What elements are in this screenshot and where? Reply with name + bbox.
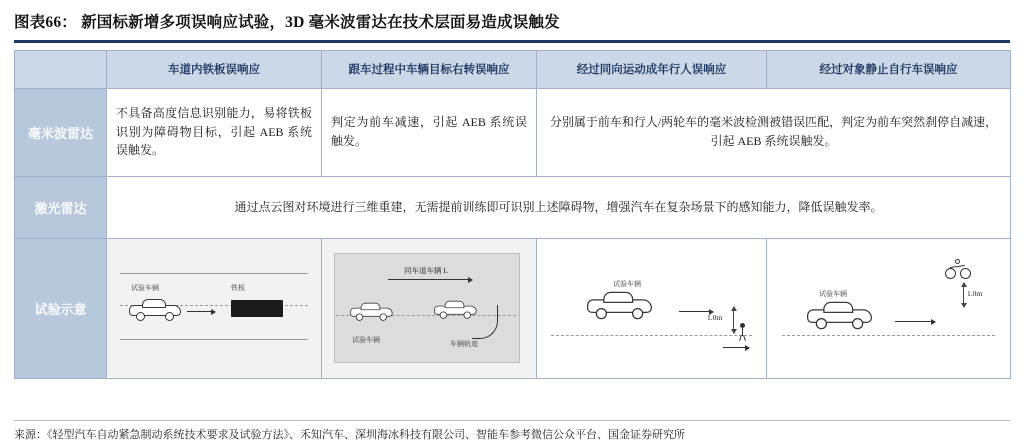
distance-dimension-icon <box>733 307 734 333</box>
label-lateral-distance: 1.0m <box>967 289 983 298</box>
scene-background <box>767 239 1010 377</box>
cell-diagram-right-turn <box>322 238 537 378</box>
pedestrian-icon <box>737 323 747 341</box>
label-test-vehicle: 试验车辆 <box>131 284 159 292</box>
lane-line-bottom <box>120 339 308 340</box>
label-test-vehicle: 试验车辆 <box>352 336 380 344</box>
table-row <box>15 88 1011 176</box>
row-header-lidar: 激光雷达 <box>15 176 107 238</box>
motion-arrow-icon <box>187 311 215 312</box>
table-corner-cell <box>15 50 107 88</box>
diagram-bicycle <box>767 239 1010 377</box>
vehicle-icon-ego <box>350 303 393 320</box>
label-lateral-distance: 1.0m <box>707 313 723 322</box>
distance-arrow-icon <box>388 279 472 280</box>
column-header-bicycle: 经过对象静止自行车误响应 <box>767 50 1011 88</box>
label-test-vehicle: 试验车辆 <box>613 280 641 288</box>
label-vehicle-track: 车辆轨迹 <box>450 340 478 348</box>
page-title: 图表66： 新国标新增多项误响应试验，3D 毫米波雷达在技术层面易造成误触发 <box>14 14 560 31</box>
cell-lidar-description: 通过点云图对环境进行三维重建，无需提前训练即可识别上述障碍物，增强汽车在复杂场景下的感知能力，降低误触发率。 <box>107 176 1011 238</box>
column-header-right-turn: 跟车过程中车辆目标右转误响应 <box>322 50 537 88</box>
title-divider <box>14 40 1010 43</box>
cell-mmwave-iron-plate: 不具备高度信息识别能力，易将铁板识别为障碍物目标，引起 AEB 系统误触发。 <box>107 88 322 176</box>
comparison-table <box>14 50 1011 379</box>
vehicle-icon <box>807 302 872 328</box>
bicycle-icon <box>945 263 971 279</box>
column-header-iron-plate: 车道内铁板误响应 <box>107 50 322 88</box>
table-header-row <box>15 50 1011 88</box>
row-header-mmwave-radar: 毫米波雷达 <box>15 88 107 176</box>
column-header-pedestrian: 经过同向运动成年行人误响应 <box>537 50 767 88</box>
pedestrian-motion-arrow-icon <box>723 347 749 348</box>
figure-title-row <box>0 0 1024 38</box>
source-note: 来源：《轻型汽车自动紧急制动系统技术要求及试验方法》、禾知汽车、深圳海冰科技有限公司、智能车参考微信公众平台、国金证券研究所 <box>14 420 1010 442</box>
diagram-right-turn <box>322 239 536 377</box>
cell-mmwave-right-turn: 判定为前车减速，引起 AEB 系统误触发。 <box>322 88 537 176</box>
vehicle-icon <box>129 299 181 320</box>
cell-mmwave-pedestrian-bicycle: 分别属于前车和行人/两轮车的毫米波检测被错误匹配，判定为前车突然刹停自减速，引起 AEB 系统误触发。 <box>537 88 1011 176</box>
motion-arrow-icon <box>895 321 935 322</box>
table-row <box>15 238 1011 378</box>
diagram-iron-plate <box>107 239 321 377</box>
table-row <box>15 176 1011 238</box>
row-header-test-diagram: 试验示意 <box>15 238 107 378</box>
lane-line-top <box>120 273 308 274</box>
distance-dimension-icon <box>963 283 964 307</box>
cell-diagram-bicycle <box>767 238 1011 378</box>
label-test-vehicle: 试验车辆 <box>819 290 847 298</box>
diagram-pedestrian <box>537 239 766 377</box>
vehicle-icon-target <box>434 301 477 318</box>
cell-diagram-pedestrian <box>537 238 767 378</box>
lane-line-bottom <box>551 335 753 336</box>
label-iron-plate: 铁板 <box>231 284 245 292</box>
lane-line-bottom <box>782 335 996 336</box>
iron-plate-icon <box>231 300 283 317</box>
vehicle-icon <box>587 292 652 318</box>
label-distance: 同车道车辆 L <box>404 266 448 275</box>
cell-diagram-iron-plate <box>107 238 322 378</box>
motion-arrow-icon <box>679 311 713 312</box>
